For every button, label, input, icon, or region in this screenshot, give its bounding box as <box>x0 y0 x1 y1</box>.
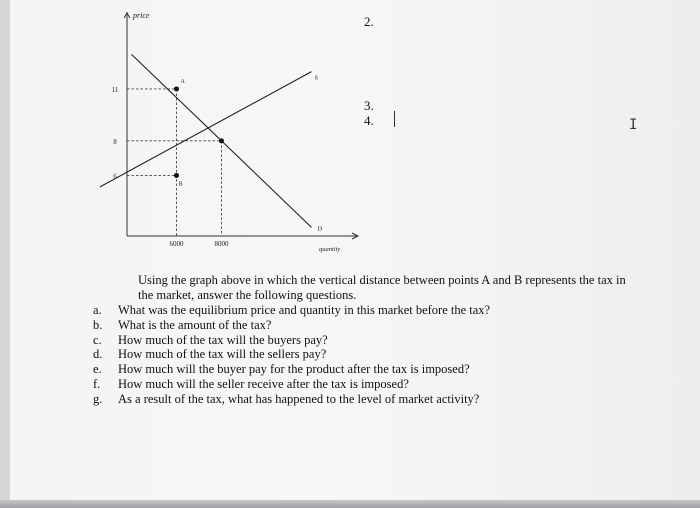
intro-line-2: the market, answer the following questions. <box>138 288 357 302</box>
problem-number-2: 2. <box>364 14 374 29</box>
text-cursor-icon: I <box>629 117 638 133</box>
question-label: c. <box>93 332 102 347</box>
point-a <box>174 86 179 91</box>
y-tick-label: 11 <box>111 85 119 94</box>
question-label: f. <box>93 377 101 391</box>
question-label: g. <box>93 391 103 406</box>
problem-number-3: 3. <box>364 98 374 113</box>
question-text: As a result of the tax, what has happened to the level of market activity? <box>118 391 480 406</box>
question-label: b. <box>93 317 103 332</box>
intro-line-1: Using the graph above in which the vertical distance between points A and B represents the tax in <box>138 273 626 287</box>
x-axis-label: quantity <box>319 246 341 253</box>
x-tick-label: 6000 <box>169 240 184 248</box>
question-text: How much will the buyer pay for the product after the tax is imposed? <box>118 362 470 377</box>
question-text: How much of the tax will the buyers pay? <box>118 332 328 347</box>
question-text: How much will the seller receive after the tax is imposed? <box>118 377 409 391</box>
supply-demand-chart <box>100 0 380 260</box>
y-tick-label: 6 <box>113 172 117 181</box>
question-text: What is the amount of the tax? <box>118 317 272 332</box>
question-label: a. <box>93 303 102 317</box>
point-label-a: A <box>180 78 185 85</box>
point-b <box>174 173 179 178</box>
point-label-b: B <box>178 181 183 188</box>
window-bottom-edge <box>0 500 700 508</box>
question-text: How much of the tax will the sellers pay? <box>118 347 327 362</box>
equilibrium-point <box>219 138 224 143</box>
y-tick-label: 8 <box>113 137 117 146</box>
demand-label: D <box>317 225 323 233</box>
supply-label: S <box>314 74 319 82</box>
text-caret <box>394 111 395 127</box>
question-text: What was the equilibrium price and quantity in this market before the tax? <box>118 303 491 317</box>
question-label: e. <box>93 362 102 377</box>
problem-number-4: 4. <box>364 113 374 128</box>
y-axis-label: price <box>133 11 150 20</box>
x-tick-label: 8000 <box>214 240 229 248</box>
question-label: d. <box>93 347 103 362</box>
